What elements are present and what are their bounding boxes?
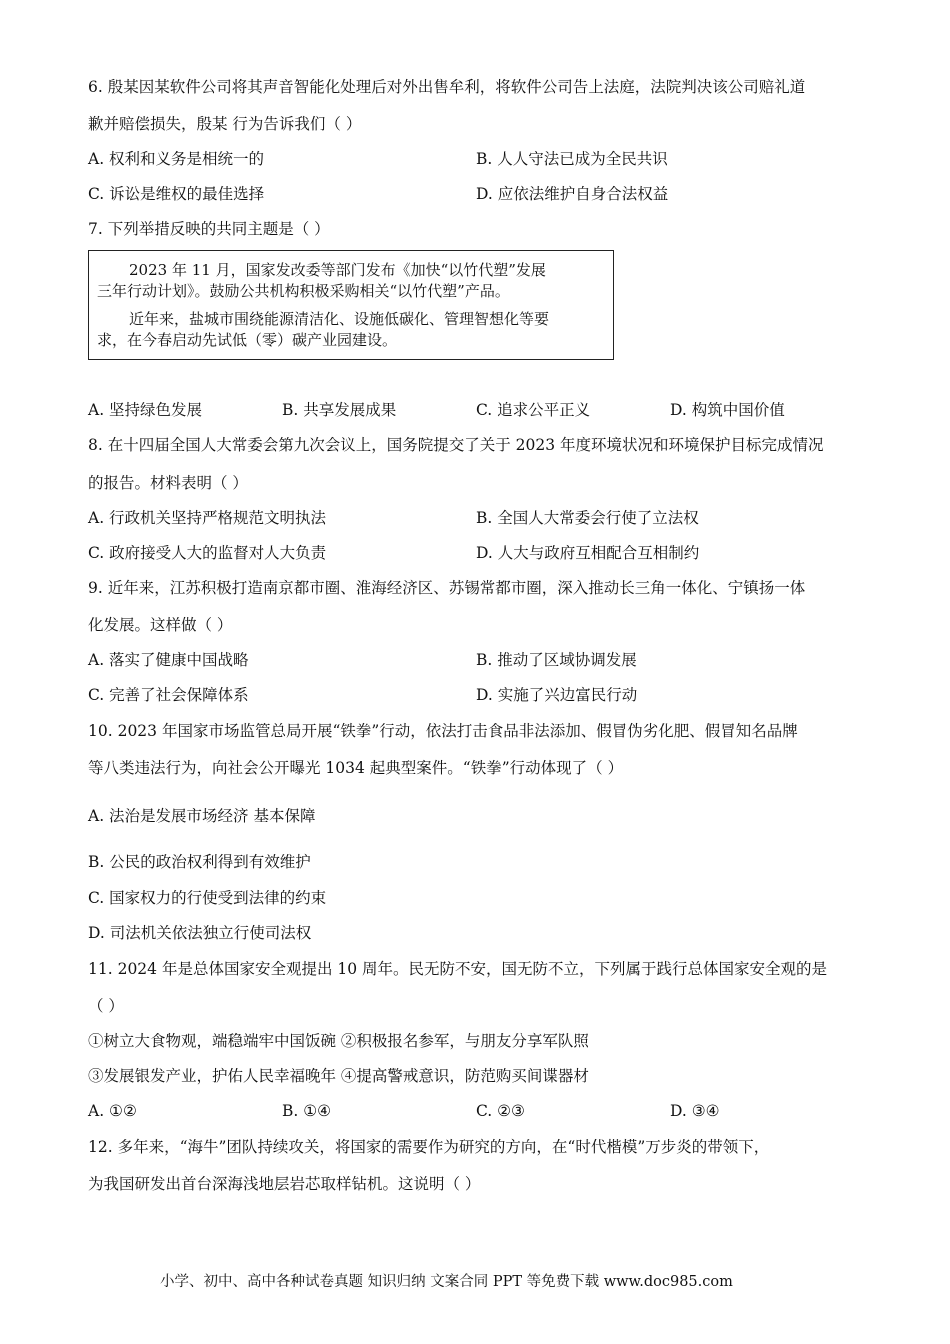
q7-stem: 7. 下列举措反映的共同主题是（ ） [88, 220, 330, 238]
q9-stem-line2: 化发展。这样做（ ） [88, 616, 233, 634]
q7-material-box [88, 250, 614, 360]
q10-option-b: B. 公民的政治权利得到有效维护 [88, 853, 311, 871]
q6-stem-line1: 6. 殷某因某软件公司将其声音智能化处理后对外出售牟利，将软件公司告上法庭，法院判决该公司赔礼道 [88, 78, 806, 96]
q7-material-p2-line1: 近年来，盐城市围绕能源清洁化、设施低碳化、管理智想化等要 [129, 310, 550, 328]
q7-material-p1-line1: 2023 年 11 月，国家发改委等部门发布《加快“以竹代塑”发展 [129, 261, 546, 279]
q9-option-d: D. 实施了兴边富民行动 [476, 686, 638, 704]
q10-stem-line1: 10. 2023 年国家市场监管总局开展“铁拳”行动，依法打击食品非法添加、假冒伪劣化肥、假冒知名品牌 [88, 722, 798, 740]
q10-option-a: A. 法治是发展市场经济 基本保障 [88, 807, 316, 825]
q6-option-c: C. 诉讼是维权的最佳选择 [88, 185, 265, 203]
q11-option-c: C. ②③ [476, 1102, 525, 1120]
q8-option-c: C. 政府接受人大的监督对人大负责 [88, 544, 327, 562]
q11-option-d: D. ③④ [670, 1102, 720, 1120]
q8-stem-line2: 的报告。材料表明（ ） [88, 474, 248, 492]
q10-stem-line2: 等八类违法行为，向社会公开曝光 1034 起典型案件。“铁拳”行动体现了（ ） [88, 759, 624, 777]
q10-option-d: D. 司法机关依法独立行使司法权 [88, 924, 312, 942]
q8-option-a: A. 行政机关坚持严格规范文明执法 [88, 509, 327, 527]
q11-items-1-2: ①树立大食物观，端稳端牢中国饭碗 ②积极报名参军，与朋友分享军队照 [88, 1032, 589, 1050]
q11-option-b: B. ①④ [282, 1102, 332, 1120]
q12-stem-line2: 为我国研发出首台深海浅地层岩芯取样钻机。这说明（ ） [88, 1175, 481, 1193]
q9-option-b: B. 推动了区域协调发展 [476, 651, 637, 669]
q6-option-d: D. 应依法维护自身合法权益 [476, 185, 669, 203]
q7-option-a: A. 坚持绿色发展 [88, 401, 203, 419]
q6-option-b: B. 人人守法已成为全民共识 [476, 150, 668, 168]
q10-option-c: C. 国家权力的行使受到法律的约束 [88, 889, 327, 907]
q6-option-a: A. 权利和义务是相统一的 [88, 150, 265, 168]
q8-stem-line1: 8. 在十四届全国人大常委会第九次会议上，国务院提交了关于 2023 年度环境状况和环境保护目标完成情况 [88, 436, 824, 454]
q8-option-b: B. 全国人大常委会行使了立法权 [476, 509, 699, 527]
q7-option-d: D. 构筑中国价值 [670, 401, 785, 419]
q11-stem-line1: 11. 2024 年是总体国家安全观提出 10 周年。民无防不安，国无防不立，下列属于践行总体国家安全观的是 [88, 960, 828, 978]
q9-option-a: A. 落实了健康中国战略 [88, 651, 249, 669]
q7-option-b: B. 共享发展成果 [282, 401, 397, 419]
q9-stem-line1: 9. 近年来，江苏积极打造南京都市圈、淮海经济区、苏锡常都市圈，深入推动长三角一体化、宁镇扬一体 [88, 579, 806, 597]
q8-option-d: D. 人大与政府互相配合互相制约 [476, 544, 700, 562]
q6-stem-line2: 歉并赔偿损失，殷某 行为告诉我们（ ） [88, 115, 362, 133]
page-footer: 小学、初中、高中各种试卷真题 知识归纳 文案合同 PPT 等免费下载 www.doc985.com [160, 1274, 733, 1290]
q11-option-a: A. ①② [88, 1102, 137, 1120]
q11-stem-line2: （ ） [88, 997, 124, 1015]
q9-option-c: C. 完善了社会保障体系 [88, 686, 249, 704]
q12-stem-line1: 12. 多年来，“海牛”团队持续攻关，将国家的需要作为研究的方向，在“时代楷模”万步炎的带领下， [88, 1138, 770, 1156]
q7-option-c: C. 追求公平正义 [476, 401, 591, 419]
q11-items-3-4: ③发展银发产业，护佑人民幸福晚年 ④提高警戒意识，防范购买间谍器材 [88, 1067, 589, 1085]
q7-material-p1-line2: 三年行动计划》。鼓励公共机构积极采购相关“以竹代塑”产品。 [97, 282, 510, 300]
q7-material-p2-line2: 求，在今春启动先试低（零）碳产业园建设。 [97, 331, 398, 349]
